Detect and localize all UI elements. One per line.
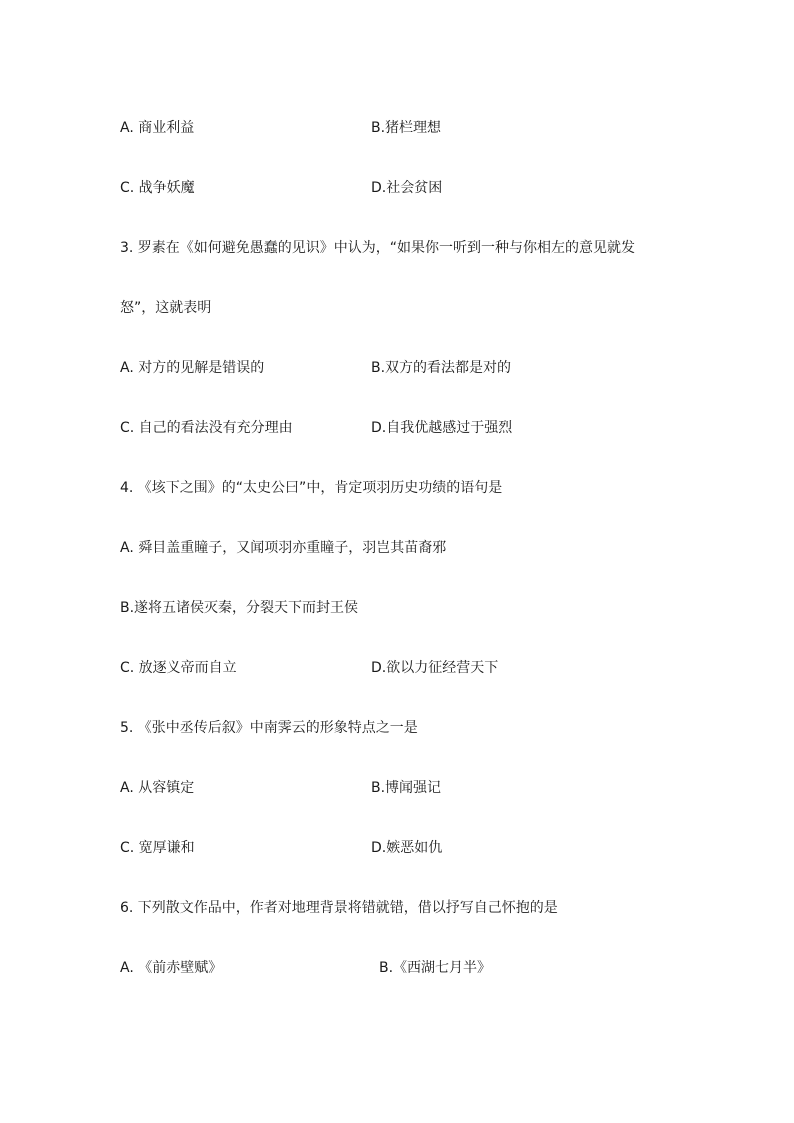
q4-option-b: B.遂将五诸侯灭秦，分裂天下而封王侯 xyxy=(120,600,359,616)
q2-option-c: C. 战争妖魔 xyxy=(120,180,195,196)
q3-option-a: A. 对方的见解是错误的 xyxy=(120,360,265,376)
q4-stem: 4. 《垓下之围》的“太史公曰”中，肯定项羽历史功绩的语句是 xyxy=(120,480,503,496)
q6-stem: 6. 下列散文作品中，作者对地理背景将错就错，借以抒写自己怀抱的是 xyxy=(120,900,558,916)
q5-option-a: A. 从容镇定 xyxy=(120,780,195,796)
q5-stem: 5. 《张中丞传后叙》中南霁云的形象特点之一是 xyxy=(120,720,418,736)
q3-stem-line2: 怒”，这就表明 xyxy=(120,300,212,316)
q3-option-c: C. 自己的看法没有充分理由 xyxy=(120,420,293,436)
q2-option-b: B.猪栏理想 xyxy=(371,120,442,136)
q6-option-b: B.《西湖七月半》 xyxy=(379,960,492,976)
q6-option-a: A. 《前赤壁赋》 xyxy=(120,960,223,976)
q5-option-d: D.嫉恶如仇 xyxy=(371,840,443,856)
q3-stem-line1: 3. 罗素在《如何避免愚蠢的见识》中认为，“如果你一听到一种与你相左的意见就发 xyxy=(120,240,636,256)
q2-option-d: D.社会贫困 xyxy=(371,180,443,196)
q4-option-a: A. 舜目盖重瞳子，又闻项羽亦重瞳子，羽岂其苗裔邪 xyxy=(120,540,447,556)
q3-option-d: D.自我优越感过于强烈 xyxy=(371,420,513,436)
q3-option-b: B.双方的看法都是对的 xyxy=(371,360,512,376)
q4-option-c: C. 放逐义帝而自立 xyxy=(120,660,237,676)
q4-option-d: D.欲以力征经营天下 xyxy=(371,660,499,676)
q5-option-c: C. 宽厚谦和 xyxy=(120,840,195,856)
q5-option-b: B.博闻强记 xyxy=(371,780,442,796)
q2-option-a: A. 商业利益 xyxy=(120,120,195,136)
